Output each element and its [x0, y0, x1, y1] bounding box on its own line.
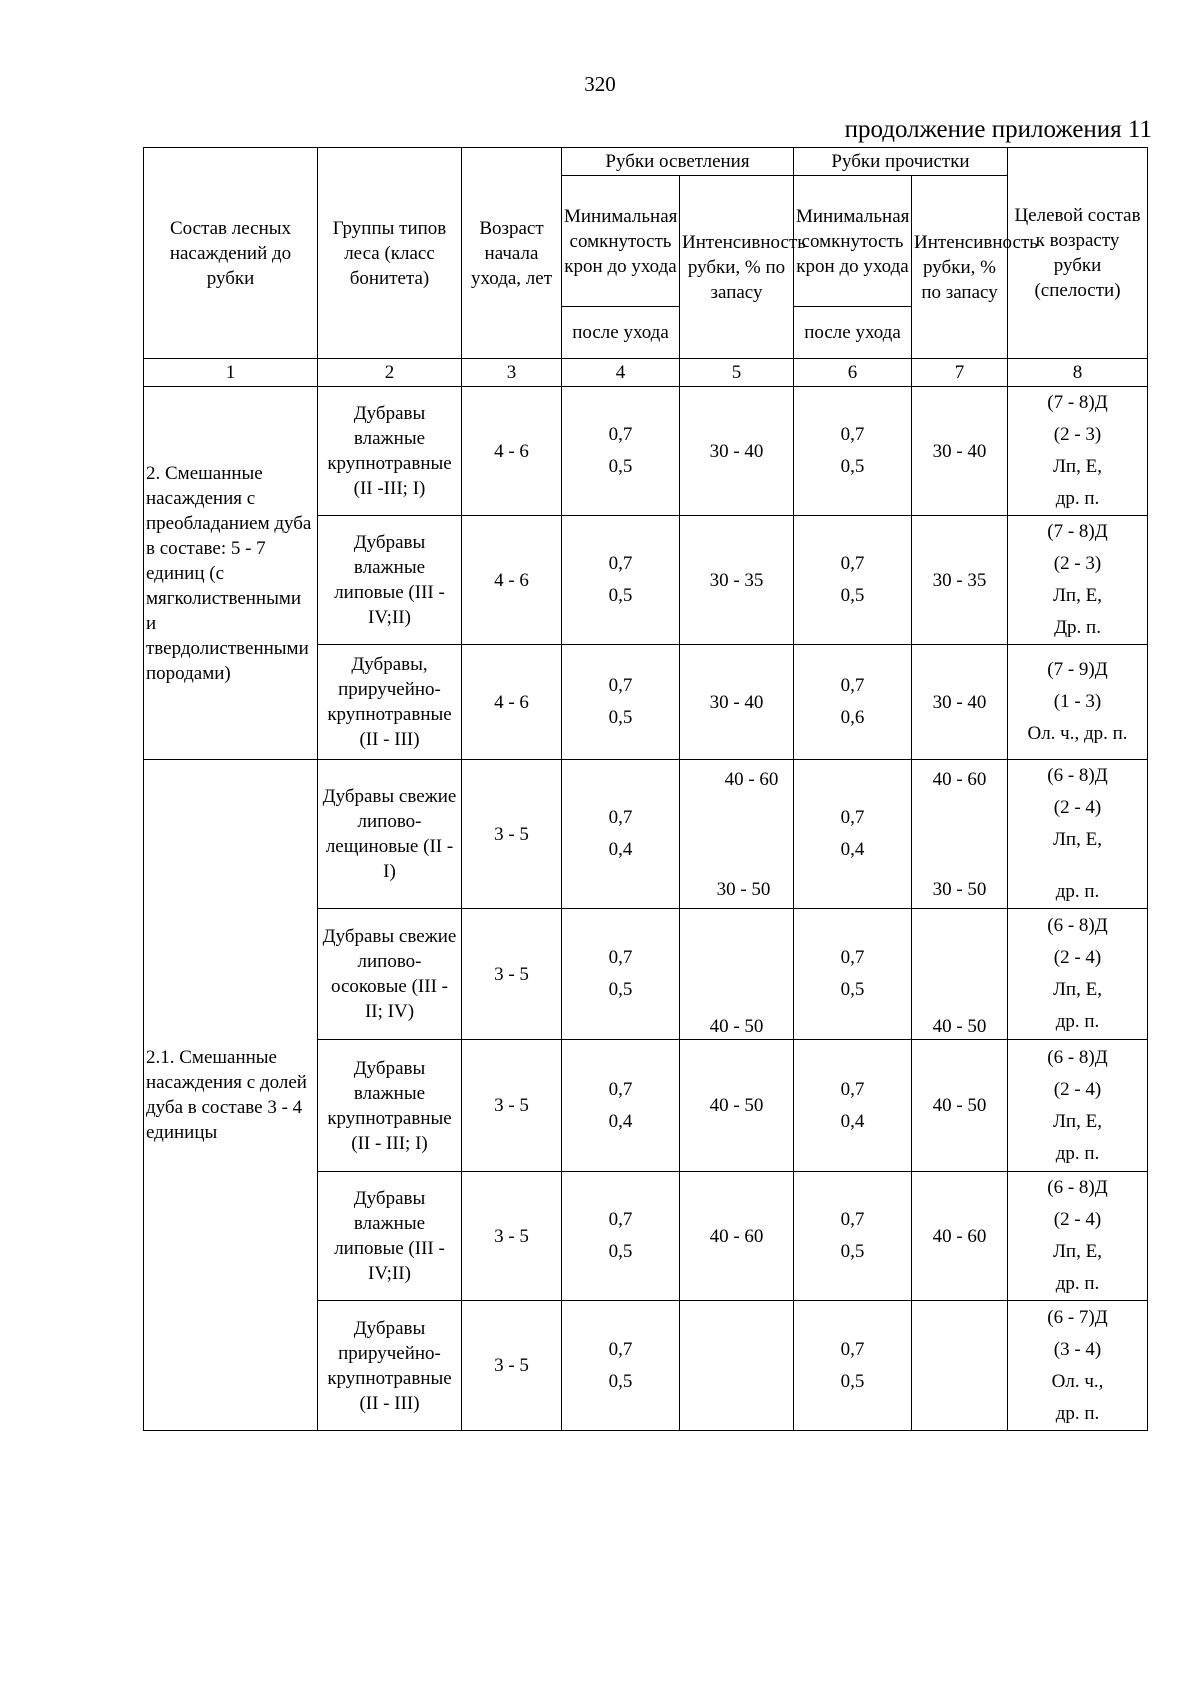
closure-before: 0,7: [840, 1338, 865, 1360]
forest-type: Дубравы, приручейно-крупнотравные (II - III): [318, 645, 462, 760]
closure-after: 0,5: [840, 1370, 865, 1392]
osv-intensity: [680, 909, 794, 1040]
target-line: др. п.: [1055, 1011, 1100, 1032]
osv-closure: [562, 909, 680, 1040]
proch-closure: [794, 645, 912, 760]
age: 3 - 5: [462, 1040, 562, 1172]
intensity-bottom: 40 - 50: [932, 1016, 987, 1037]
header-col8: Целевой состав к возрасту рубки (спелости): [1008, 148, 1148, 359]
age: 3 - 5: [462, 760, 562, 909]
target-line: (2 - 4): [1053, 1209, 1102, 1230]
col-number: 3: [462, 359, 562, 387]
proch-intensity: 30 - 40: [912, 645, 1008, 760]
col-number: 4: [562, 359, 680, 387]
closure-after: 0,6: [840, 707, 865, 728]
proch-intensity: [912, 760, 1008, 909]
target-line: Лп, Е,: [1053, 1241, 1102, 1262]
closure-after: 0,4: [840, 839, 865, 860]
proch-intensity: 30 - 35: [912, 516, 1008, 645]
osv-closure: [562, 645, 680, 760]
target-line: (1 - 3): [1053, 691, 1102, 712]
target-line: (2 - 4): [1053, 797, 1102, 818]
closure-after: 0,4: [608, 1110, 633, 1132]
forest-type: Дубравы влажные липовые (III - IV;II): [318, 516, 462, 645]
closure-before: 0,7: [840, 1078, 865, 1100]
target-line: Лп, Е,: [1053, 1110, 1102, 1132]
closure-after: 0,5: [840, 456, 865, 477]
closure-before: 0,7: [608, 675, 633, 696]
proch-intensity: [912, 1301, 1008, 1431]
proch-closure: [794, 1301, 912, 1431]
osv-closure: [562, 760, 680, 909]
intensity-top: 40 - 60: [932, 768, 987, 790]
proch-intensity: 40 - 50: [912, 1040, 1008, 1172]
col-number: 1: [144, 359, 318, 387]
table-row: [144, 760, 1148, 909]
proch-closure: [794, 516, 912, 645]
intensity-top: 40 - 60: [724, 768, 779, 790]
osv-closure: [562, 1040, 680, 1172]
target-line: (6 - 8)Д: [1047, 765, 1108, 786]
intensity-bottom: 30 - 50: [932, 878, 987, 900]
osv-closure: [562, 516, 680, 645]
age: 4 - 6: [462, 387, 562, 516]
target-composition: [1008, 760, 1148, 909]
closure-before: 0,7: [840, 807, 865, 828]
target-line: др. п.: [1055, 1402, 1100, 1424]
osv-intensity: 30 - 40: [680, 387, 794, 516]
osv-intensity: [680, 1301, 794, 1431]
osv-intensity: 40 - 50: [680, 1040, 794, 1172]
closure-after: 0,5: [608, 456, 633, 477]
closure-before: 0,7: [608, 1209, 633, 1230]
intensity-bottom: 40 - 50: [709, 1016, 764, 1037]
header-group-osvetleniya: Рубки осветления: [562, 148, 794, 176]
target-line: др. п.: [1055, 488, 1100, 509]
proch-intensity: [912, 909, 1008, 1040]
closure-after: 0,5: [608, 707, 633, 728]
proch-closure: [794, 909, 912, 1040]
header-group-prochistki: Рубки прочистки: [794, 148, 1008, 176]
proch-closure: [794, 1040, 912, 1172]
closure-after: 0,5: [840, 585, 865, 606]
table-row: [144, 387, 1148, 516]
osv-intensity: 30 - 35: [680, 516, 794, 645]
proch-intensity: 30 - 40: [912, 387, 1008, 516]
closure-after: 0,5: [840, 1241, 865, 1262]
col-number: 2: [318, 359, 462, 387]
forest-care-table: [143, 147, 1148, 1431]
target-line: (7 - 8)Д: [1047, 521, 1108, 542]
forest-type: Дубравы приручейно-крупнотравные (II - III): [318, 1301, 462, 1431]
target-line: [1010, 856, 1145, 876]
target-composition: [1008, 1172, 1148, 1301]
header-col2: Группы типов леса (класс бонитета): [318, 148, 462, 359]
forest-type: Дубравы влажные липовые (III - IV;II): [318, 1172, 462, 1301]
closure-before: 0,7: [608, 424, 633, 445]
col-number: 5: [680, 359, 794, 387]
age: 3 - 5: [462, 1172, 562, 1301]
osv-closure: [562, 387, 680, 516]
target-line: (2 - 4): [1053, 1078, 1102, 1100]
section-title: 2.1. Смешанные насаждения с долей дуба в составе 3 - 4 единицы: [144, 760, 318, 1431]
age: 3 - 5: [462, 1301, 562, 1431]
col-number: 8: [1008, 359, 1148, 387]
header-number-row: [144, 359, 1148, 387]
target-line: (6 - 8)Д: [1047, 1046, 1108, 1068]
target-composition: [1008, 516, 1148, 645]
target-line: др. п.: [1055, 1273, 1100, 1294]
closure-before: 0,7: [840, 1209, 865, 1230]
proch-intensity: 40 - 60: [912, 1172, 1008, 1301]
closure-before: 0,7: [840, 947, 865, 968]
target-line: (7 - 8)Д: [1047, 392, 1108, 413]
forest-type: Дубравы свежие липово-лещиновые (II - I): [318, 760, 462, 909]
target-line: Лп, Е,: [1053, 979, 1102, 1000]
closure-after: 0,5: [608, 585, 633, 606]
closure-after: 0,5: [608, 1241, 633, 1262]
target-line: (7 - 9)Д: [1047, 659, 1108, 680]
forest-type: Дубравы влажные крупнотравные (II -III; I): [318, 387, 462, 516]
target-line: Др. п.: [1054, 617, 1101, 638]
header-after-care-osv: после ухода: [562, 307, 680, 359]
target-composition: [1008, 1040, 1148, 1172]
target-line: (2 - 3): [1053, 424, 1102, 445]
header-col3: Возраст начала ухода, лет: [462, 148, 562, 359]
intensity-bottom: 30 - 50: [716, 878, 771, 900]
header-intensity-proch: Интенсивность рубки, % по запасу: [912, 176, 1008, 359]
target-line: Лп, Е,: [1053, 829, 1102, 850]
target-composition: [1008, 645, 1148, 760]
header-col1: Состав лесных насаждений до рубки: [144, 148, 318, 359]
continuation-label: продолжение приложения 11: [844, 116, 1152, 143]
closure-after: 0,5: [840, 979, 865, 1000]
closure-before: 0,7: [608, 947, 633, 968]
forest-type: Дубравы свежие липово-осоковые (III - II; IV): [318, 909, 462, 1040]
proch-closure: [794, 1172, 912, 1301]
closure-before: 0,7: [840, 553, 865, 574]
target-line: (3 - 4): [1053, 1338, 1102, 1360]
age: 4 - 6: [462, 516, 562, 645]
proch-closure: [794, 760, 912, 909]
forest-type: Дубравы влажные крупнотравные (II - III; I): [318, 1040, 462, 1172]
target-line: (6 - 7)Д: [1047, 1306, 1108, 1328]
header-after-care-proch: после ухода: [794, 307, 912, 359]
target-line: Лп, Е,: [1053, 456, 1102, 477]
section-title: 2. Смешанные насаждения с преобладанием дуба в составе: 5 - 7 единиц (с мягколиственными и твердолиственными породами): [144, 387, 318, 760]
target-line: (6 - 8)Д: [1047, 915, 1108, 936]
closure-before: 0,7: [608, 1338, 633, 1360]
osv-closure: [562, 1301, 680, 1431]
target-line: Лп, Е,: [1053, 585, 1102, 606]
closure-before: 0,7: [608, 807, 633, 828]
target-composition: [1008, 1301, 1148, 1431]
proch-closure: [794, 387, 912, 516]
target-line: (6 - 8)Д: [1047, 1177, 1108, 1198]
target-line: (2 - 3): [1053, 553, 1102, 574]
target-line: др. п.: [1055, 1142, 1100, 1164]
header-intensity-osv: Интенсивность рубки, % по запасу: [680, 176, 794, 359]
target-composition: [1008, 387, 1148, 516]
closure-before: 0,7: [840, 424, 865, 445]
target-line: Ол. ч.,: [1051, 1370, 1104, 1392]
target-composition: [1008, 909, 1148, 1040]
col-number: 6: [794, 359, 912, 387]
osv-closure: [562, 1172, 680, 1301]
target-line: Ол. ч., др. п.: [1027, 723, 1128, 744]
closure-after: 0,4: [608, 839, 633, 860]
closure-before: 0,7: [840, 675, 865, 696]
age: 4 - 6: [462, 645, 562, 760]
closure-before: 0,7: [608, 1078, 633, 1100]
osv-intensity: 40 - 60: [680, 1172, 794, 1301]
header-min-closure-proch: Минимальная сомкнутость крон до ухода: [794, 176, 912, 307]
col-number: 7: [912, 359, 1008, 387]
target-line: (2 - 4): [1053, 947, 1102, 968]
osv-intensity: 30 - 40: [680, 645, 794, 760]
closure-before: 0,7: [608, 553, 633, 574]
page-number: 320: [584, 72, 616, 96]
closure-after: 0,5: [608, 979, 633, 1000]
osv-intensity: [680, 760, 794, 909]
closure-after: 0,5: [608, 1370, 633, 1392]
age: 3 - 5: [462, 909, 562, 1040]
closure-after: 0,4: [840, 1110, 865, 1132]
header-min-closure-osv: Минимальная сомкнутость крон до ухода: [562, 176, 680, 307]
target-line: др. п.: [1055, 881, 1100, 902]
